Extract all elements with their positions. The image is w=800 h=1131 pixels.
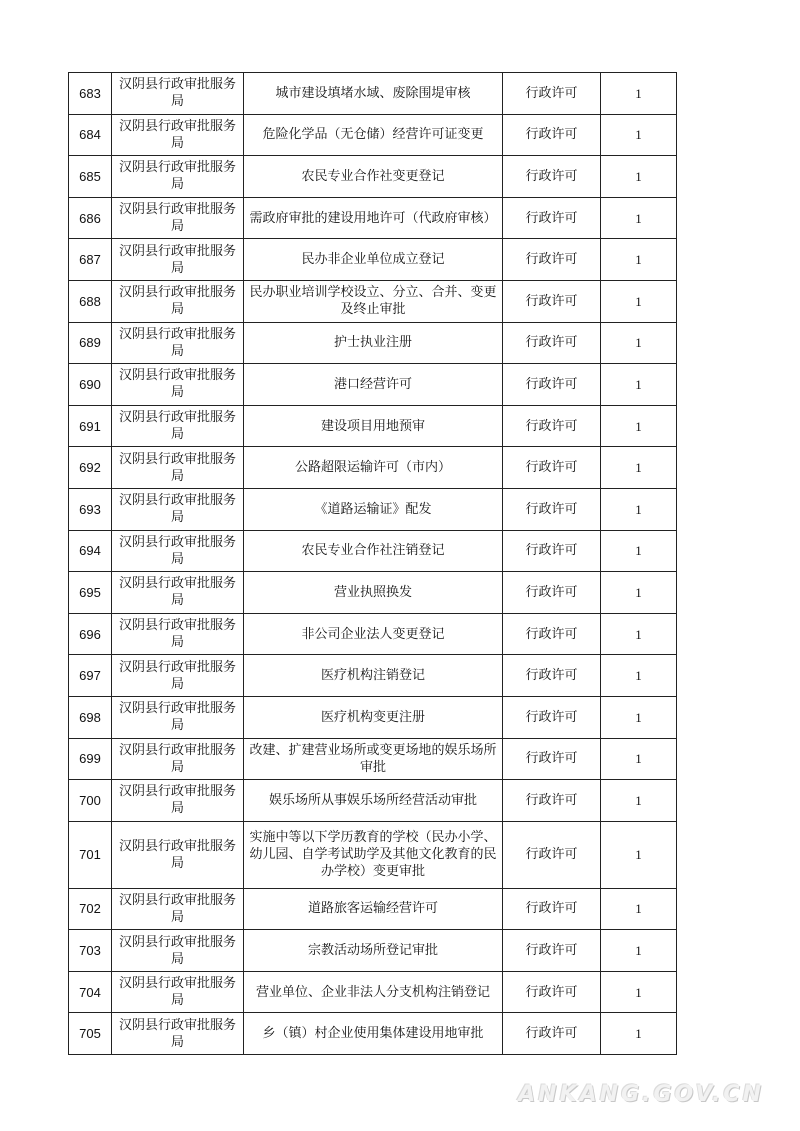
- item-type-cell: 行政许可: [503, 696, 601, 738]
- table-row: [69, 613, 677, 655]
- item-type-cell: 行政许可: [503, 114, 601, 156]
- row-number: 684: [69, 114, 112, 156]
- department-cell: 汉阴县行政审批服务局: [112, 821, 244, 888]
- item-type-cell: 行政许可: [503, 655, 601, 697]
- item-type-cell: 行政许可: [503, 1013, 601, 1055]
- table-row: [69, 405, 677, 447]
- row-number: 686: [69, 197, 112, 239]
- row-number: 689: [69, 322, 112, 364]
- row-number: 704: [69, 971, 112, 1013]
- item-name-cell: 农民专业合作社注销登记: [244, 530, 503, 572]
- row-number: 688: [69, 280, 112, 322]
- row-number: 683: [69, 73, 112, 115]
- department-cell: 汉阴县行政审批服务局: [112, 156, 244, 198]
- item-type-cell: 行政许可: [503, 971, 601, 1013]
- item-count-cell: 1: [601, 1013, 677, 1055]
- item-count-cell: 1: [601, 738, 677, 780]
- department-cell: 汉阴县行政审批服务局: [112, 280, 244, 322]
- department-cell: 汉阴县行政审批服务局: [112, 405, 244, 447]
- item-count-cell: 1: [601, 322, 677, 364]
- department-cell: 汉阴县行政审批服务局: [112, 738, 244, 780]
- item-type-cell: 行政许可: [503, 73, 601, 115]
- row-number: 687: [69, 239, 112, 281]
- table-body: [69, 73, 677, 1055]
- item-name-cell: 民办非企业单位成立登记: [244, 239, 503, 281]
- item-count-cell: 1: [601, 930, 677, 972]
- department-cell: 汉阴县行政审批服务局: [112, 364, 244, 406]
- table-row: [69, 447, 677, 489]
- item-count-cell: 1: [601, 655, 677, 697]
- department-cell: 汉阴县行政审批服务局: [112, 530, 244, 572]
- item-type-cell: 行政许可: [503, 364, 601, 406]
- row-number: 692: [69, 447, 112, 489]
- item-count-cell: 1: [601, 239, 677, 281]
- item-name-cell: 宗教活动场所登记审批: [244, 930, 503, 972]
- item-count-cell: 1: [601, 488, 677, 530]
- table-row: [69, 239, 677, 281]
- department-cell: 汉阴县行政审批服务局: [112, 888, 244, 930]
- table-row: [69, 696, 677, 738]
- row-number: 699: [69, 738, 112, 780]
- department-cell: 汉阴县行政审批服务局: [112, 696, 244, 738]
- item-count-cell: 1: [601, 530, 677, 572]
- item-type-cell: 行政许可: [503, 888, 601, 930]
- item-name-cell: 危险化学品（无仓储）经营许可证变更: [244, 114, 503, 156]
- item-count-cell: 1: [601, 821, 677, 888]
- department-cell: 汉阴县行政审批服务局: [112, 1013, 244, 1055]
- table-row: [69, 364, 677, 406]
- item-type-cell: 行政许可: [503, 322, 601, 364]
- table-row: [69, 930, 677, 972]
- item-count-cell: 1: [601, 971, 677, 1013]
- department-cell: 汉阴县行政审批服务局: [112, 114, 244, 156]
- row-number: 703: [69, 930, 112, 972]
- row-number: 690: [69, 364, 112, 406]
- row-number: 693: [69, 488, 112, 530]
- item-type-cell: 行政许可: [503, 613, 601, 655]
- department-cell: 汉阴县行政审批服务局: [112, 971, 244, 1013]
- item-name-cell: 港口经营许可: [244, 364, 503, 406]
- row-number: 698: [69, 696, 112, 738]
- item-type-cell: 行政许可: [503, 280, 601, 322]
- table-row: [69, 572, 677, 614]
- item-count-cell: 1: [601, 780, 677, 822]
- item-name-cell: 公路超限运输许可（市内）: [244, 447, 503, 489]
- site-watermark: ANKANG.GOV.CN: [518, 1082, 764, 1107]
- item-name-cell: 建设项目用地预审: [244, 405, 503, 447]
- row-number: 697: [69, 655, 112, 697]
- table-row: [69, 738, 677, 780]
- item-count-cell: 1: [601, 405, 677, 447]
- table-row: [69, 821, 677, 888]
- item-type-cell: 行政许可: [503, 930, 601, 972]
- table-row: [69, 156, 677, 198]
- department-cell: 汉阴县行政审批服务局: [112, 655, 244, 697]
- row-number: 691: [69, 405, 112, 447]
- row-number: 705: [69, 1013, 112, 1055]
- item-name-cell: 改建、扩建营业场所或变更场地的娱乐场所审批: [244, 738, 503, 780]
- table-row: [69, 655, 677, 697]
- department-cell: 汉阴县行政审批服务局: [112, 322, 244, 364]
- item-name-cell: 营业执照换发: [244, 572, 503, 614]
- department-cell: 汉阴县行政审批服务局: [112, 780, 244, 822]
- item-name-cell: 农民专业合作社变更登记: [244, 156, 503, 198]
- item-count-cell: 1: [601, 197, 677, 239]
- item-type-cell: 行政许可: [503, 738, 601, 780]
- item-name-cell: 城市建设填堵水域、废除围堤审核: [244, 73, 503, 115]
- table-row: [69, 780, 677, 822]
- item-count-cell: 1: [601, 572, 677, 614]
- item-count-cell: 1: [601, 888, 677, 930]
- table-row: [69, 1013, 677, 1055]
- item-name-cell: 护士执业注册: [244, 322, 503, 364]
- item-count-cell: 1: [601, 280, 677, 322]
- item-name-cell: 民办职业培训学校设立、分立、合并、变更及终止审批: [244, 280, 503, 322]
- table-row: [69, 280, 677, 322]
- item-name-cell: 乡（镇）村企业使用集体建设用地审批: [244, 1013, 503, 1055]
- row-number: 700: [69, 780, 112, 822]
- item-type-cell: 行政许可: [503, 821, 601, 888]
- item-name-cell: 营业单位、企业非法人分支机构注销登记: [244, 971, 503, 1013]
- item-type-cell: 行政许可: [503, 780, 601, 822]
- item-count-cell: 1: [601, 613, 677, 655]
- item-name-cell: 娱乐场所从事娱乐场所经营活动审批: [244, 780, 503, 822]
- item-type-cell: 行政许可: [503, 572, 601, 614]
- item-count-cell: 1: [601, 73, 677, 115]
- table-row: [69, 488, 677, 530]
- item-name-cell: 实施中等以下学历教育的学校（民办小学、幼儿园、自学考试助学及其他文化教育的民办学校）变更审批: [244, 821, 503, 888]
- item-type-cell: 行政许可: [503, 239, 601, 281]
- department-cell: 汉阴县行政审批服务局: [112, 73, 244, 115]
- item-type-cell: 行政许可: [503, 488, 601, 530]
- item-type-cell: 行政许可: [503, 447, 601, 489]
- item-name-cell: 《道路运输证》配发: [244, 488, 503, 530]
- department-cell: 汉阴县行政审批服务局: [112, 930, 244, 972]
- department-cell: 汉阴县行政审批服务局: [112, 572, 244, 614]
- row-number: 701: [69, 821, 112, 888]
- item-count-cell: 1: [601, 364, 677, 406]
- table-row: [69, 73, 677, 115]
- item-type-cell: 行政许可: [503, 156, 601, 198]
- item-count-cell: 1: [601, 447, 677, 489]
- approval-items-table: [68, 72, 677, 1055]
- item-type-cell: 行政许可: [503, 405, 601, 447]
- department-cell: 汉阴县行政审批服务局: [112, 488, 244, 530]
- table-row: [69, 530, 677, 572]
- item-name-cell: 医疗机构注销登记: [244, 655, 503, 697]
- item-count-cell: 1: [601, 156, 677, 198]
- table-row: [69, 322, 677, 364]
- item-type-cell: 行政许可: [503, 197, 601, 239]
- item-name-cell: 需政府审批的建设用地许可（代政府审核）: [244, 197, 503, 239]
- item-type-cell: 行政许可: [503, 530, 601, 572]
- row-number: 695: [69, 572, 112, 614]
- row-number: 694: [69, 530, 112, 572]
- row-number: 696: [69, 613, 112, 655]
- item-name-cell: 非公司企业法人变更登记: [244, 613, 503, 655]
- item-name-cell: 道路旅客运输经营许可: [244, 888, 503, 930]
- department-cell: 汉阴县行政审批服务局: [112, 197, 244, 239]
- table-row: [69, 197, 677, 239]
- department-cell: 汉阴县行政审批服务局: [112, 613, 244, 655]
- table-row: [69, 971, 677, 1013]
- table-row: [69, 888, 677, 930]
- item-name-cell: 医疗机构变更注册: [244, 696, 503, 738]
- table-row: [69, 114, 677, 156]
- row-number: 702: [69, 888, 112, 930]
- department-cell: 汉阴县行政审批服务局: [112, 239, 244, 281]
- row-number: 685: [69, 156, 112, 198]
- item-count-cell: 1: [601, 114, 677, 156]
- item-count-cell: 1: [601, 696, 677, 738]
- department-cell: 汉阴县行政审批服务局: [112, 447, 244, 489]
